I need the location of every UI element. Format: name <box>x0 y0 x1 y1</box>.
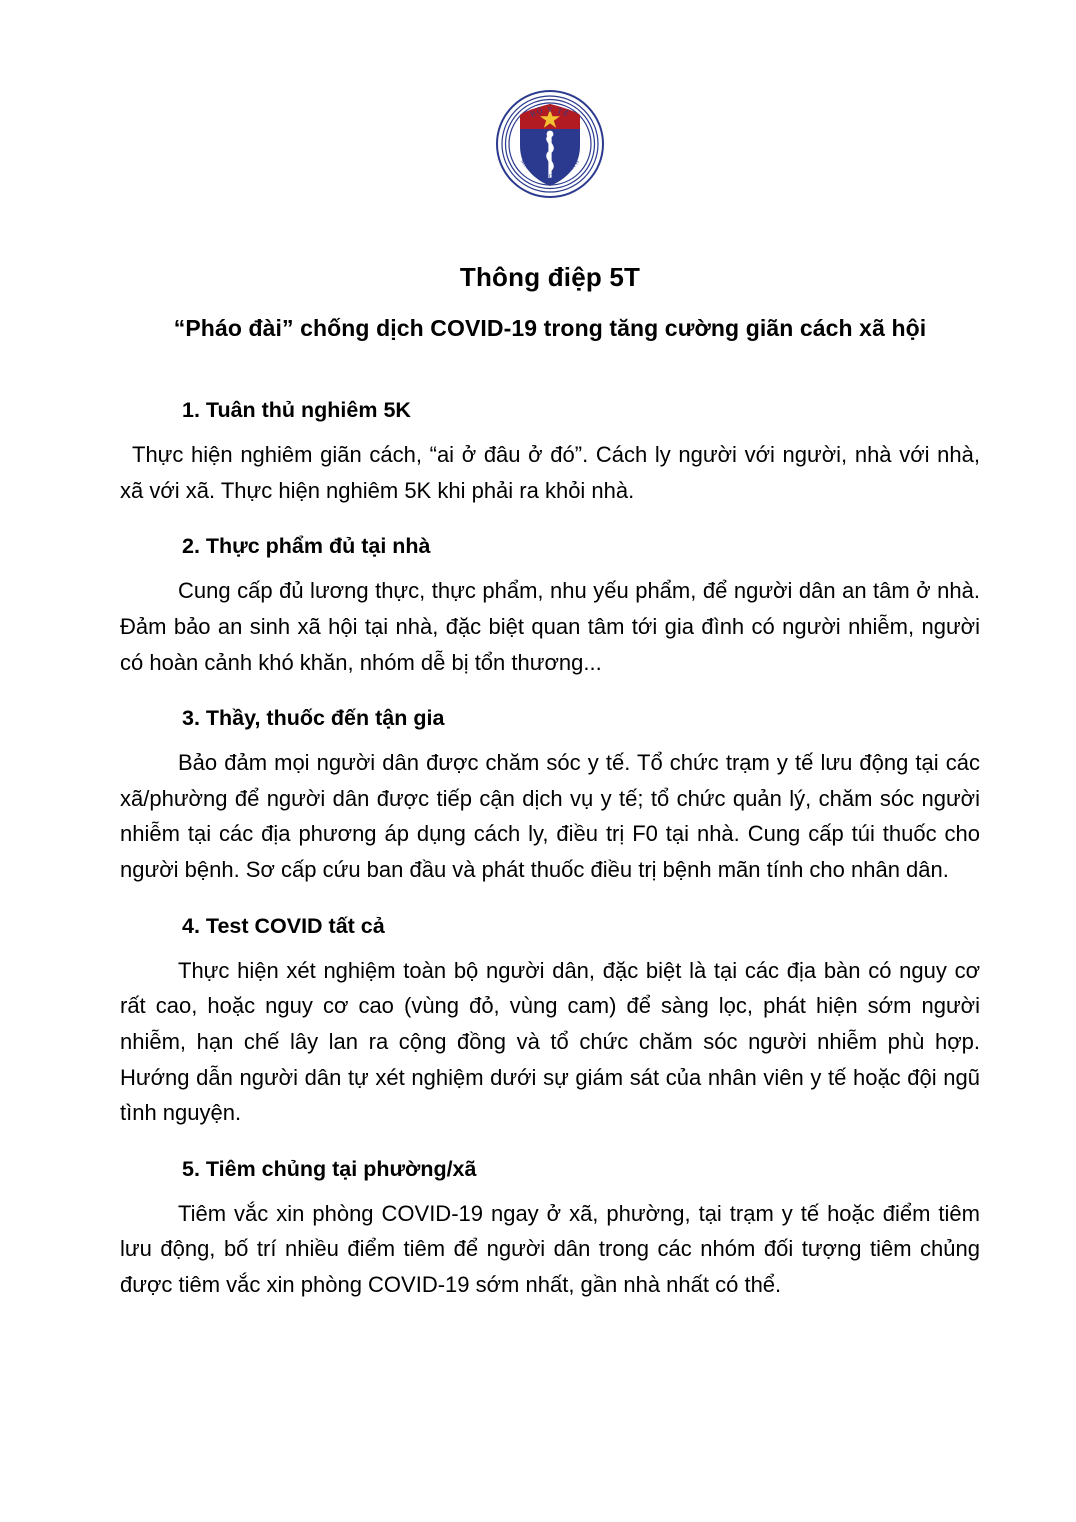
sections-list <box>120 398 980 1303</box>
section-heading: 1. Tuân thủ nghiêm 5K <box>182 398 411 422</box>
section-heading: 2. Thực phẩm đủ tại nhà <box>182 534 431 559</box>
section-body: Thực hiện nghiêm giãn cách, “ai ở đâu ở đó”. Cách ly người với người, nhà với nhà, xã với xã. Thực hiện nghiêm 5K khi phải ra khỏi nhà. <box>120 442 980 503</box>
section-2 <box>120 534 980 680</box>
page-subtitle: “Pháo đài” chống dịch COVID-19 trong tăng cường giãn cách xã hội <box>173 315 927 341</box>
section-body: Bảo đảm mọi người dân được chăm sóc y tế. Tổ chức trạm y tế lưu động tại các xã/phường để người dân được tiếp cận dịch vụ y tế; tổ chức quản lý, chăm sóc người nhiễm tại các địa phương áp dụng cách ly, điều trị F0 tại nhà. Cung cấp túi thuốc cho người bệnh. Sơ cấp cứu ban đầu và phát thuốc điều trị bệnh mãn tính cho nhân dân. <box>120 750 980 882</box>
section-3 <box>120 706 980 888</box>
logo-container <box>120 0 980 200</box>
svg-text:BỘ Y TẾ: BỘ Y TẾ <box>528 104 572 120</box>
section-body: Cung cấp đủ lương thực, thực phẩm, nhu yếu phẩm, để người dân an tâm ở nhà. Đảm bảo an sinh xã hội tại nhà, đặc biệt quan tâm tới gia đình có người nhiễm, người có hoàn cảnh khó khăn, nhóm dễ bị tổn thương... <box>120 578 980 675</box>
ministry-of-health-emblem-icon <box>494 88 606 200</box>
section-body: Thực hiện xét nghiệm toàn bộ người dân, đặc biệt là tại các địa bàn có nguy cơ rất cao, hoặc nguy cơ cao (vùng đỏ, vùng cam) để sàng lọc, phát hiện sớm người nhiễm, hạn chế lây lan ra cộng đồng và tổ chức chăm sóc người nhiễm phù hợp. Hướng dẫn người dân tự xét nghiệm dưới sự giám sát của nhân viên y tế hoặc đội ngũ tình nguyện. <box>120 957 980 1126</box>
section-heading: 3. Thầy, thuốc đến tận gia <box>182 706 445 731</box>
section-1 <box>120 398 980 508</box>
section-body: Tiêm vắc xin phòng COVID-19 ngay ở xã, phường, tại trạm y tế hoặc điểm tiêm lưu động, bố trí nhiều điểm tiêm để người dân trong các nhóm đối tượng tiêm chủng được tiêm vắc xin phòng COVID-19 sớm nhất, gần nhà nhất có thể. <box>120 1200 980 1297</box>
section-heading: 4. Test COVID tất cả <box>182 913 385 938</box>
section-4 <box>120 914 980 1131</box>
page-title: Thông điệp 5T <box>459 262 641 292</box>
svg-text:MINISTRY OF HEALTH: MINISTRY OF HEALTH <box>518 158 582 181</box>
section-heading: 5. Tiêm chủng tại phường/xã <box>182 1156 477 1181</box>
section-5 <box>120 1157 980 1303</box>
